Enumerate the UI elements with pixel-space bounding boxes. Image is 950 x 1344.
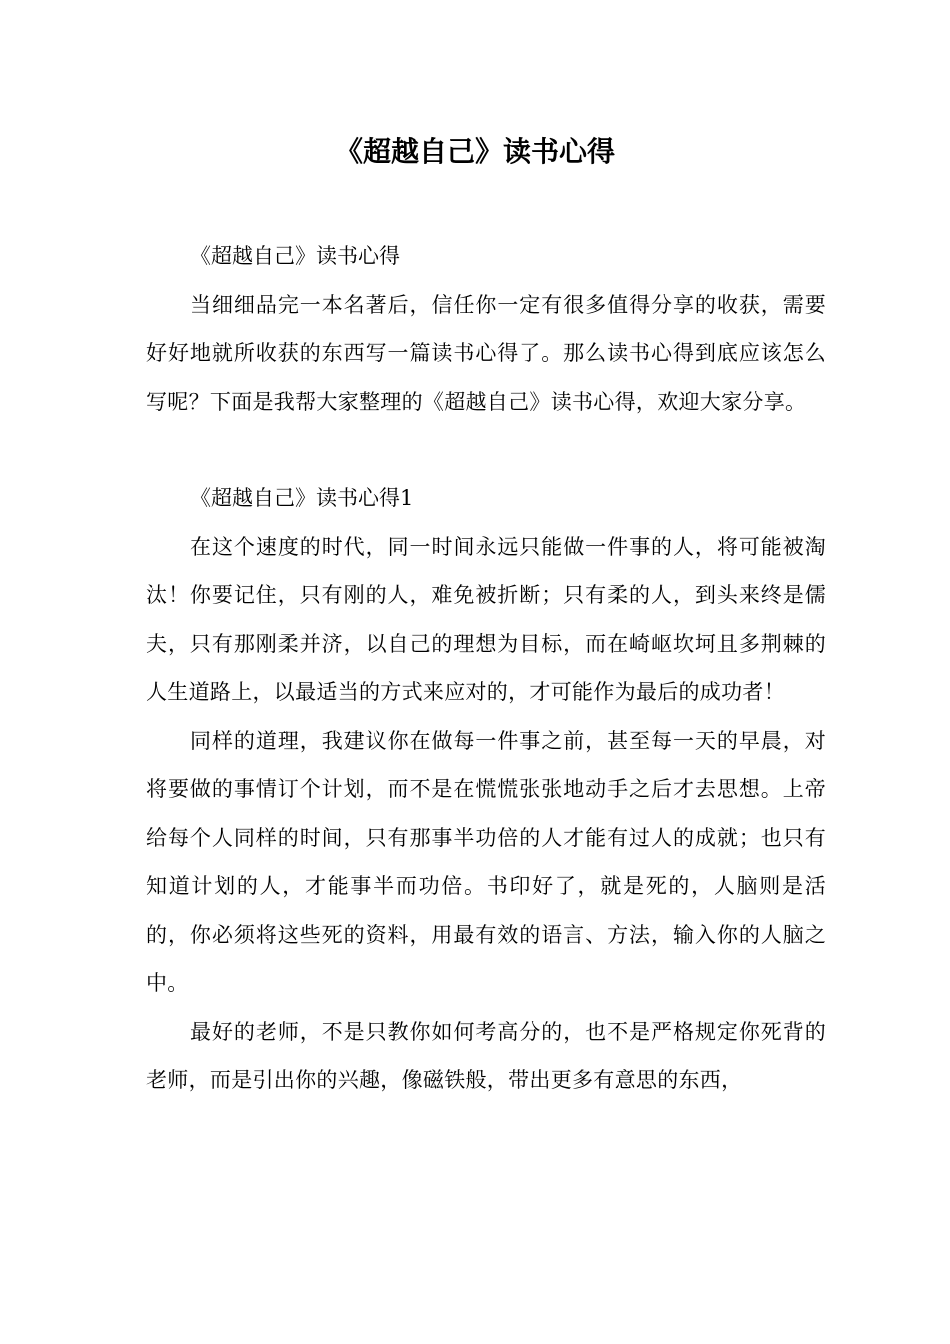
section-spacer xyxy=(146,426,826,474)
document-title: 《超越自己》读书心得 xyxy=(334,135,615,168)
document-body xyxy=(146,232,826,1105)
section1-paragraph-3: 最好的老师，不是只教你如何考高分的，也不是严格规定你死背的老师，而是引出你的兴趣，像磁铁般，带出更多有意思的东西， xyxy=(146,1019,826,1092)
intro-heading: 《超越自己》读书心得 xyxy=(190,244,400,268)
section1-heading: 《超越自己》读书心得1 xyxy=(190,486,414,510)
section1-paragraph-2: 同样的道理，我建议你在做每一件事之前，甚至每一天的早晨，对将要做的事情订个计划，而不是在慌慌张张地动手之后才去思想。上帝给每个人同样的时间，只有那事半功倍的人才能有过人的成就；也只有知道计划的人，才能事半而功倍。书印好了，就是死的，人脑则是活的，你必须将这些死的资料，用最有效的语言、方法，输入你的人脑之中。 xyxy=(146,728,826,995)
intro-paragraph: 当细细品完一本名著后，信任你一定有很多值得分享的收获，需要好好地就所收获的东西写一篇读书心得了。那么读书心得到底应该怎么写呢？下面是我帮大家整理的《超越自己》读书心得，欢迎大家分享。 xyxy=(146,292,826,414)
section1-paragraph-1: 在这个速度的时代，同一时间永远只能做一件事的人，将可能被淘汰！你要记住，只有刚的人，难免被折断；只有柔的人，到头来终是儒夫，只有那刚柔并济，以自己的理想为目标，而在崎岖坎坷且多荆棘的人生道路上，以最适当的方式来应对的，才可能作为最后的成功者！ xyxy=(146,534,826,704)
